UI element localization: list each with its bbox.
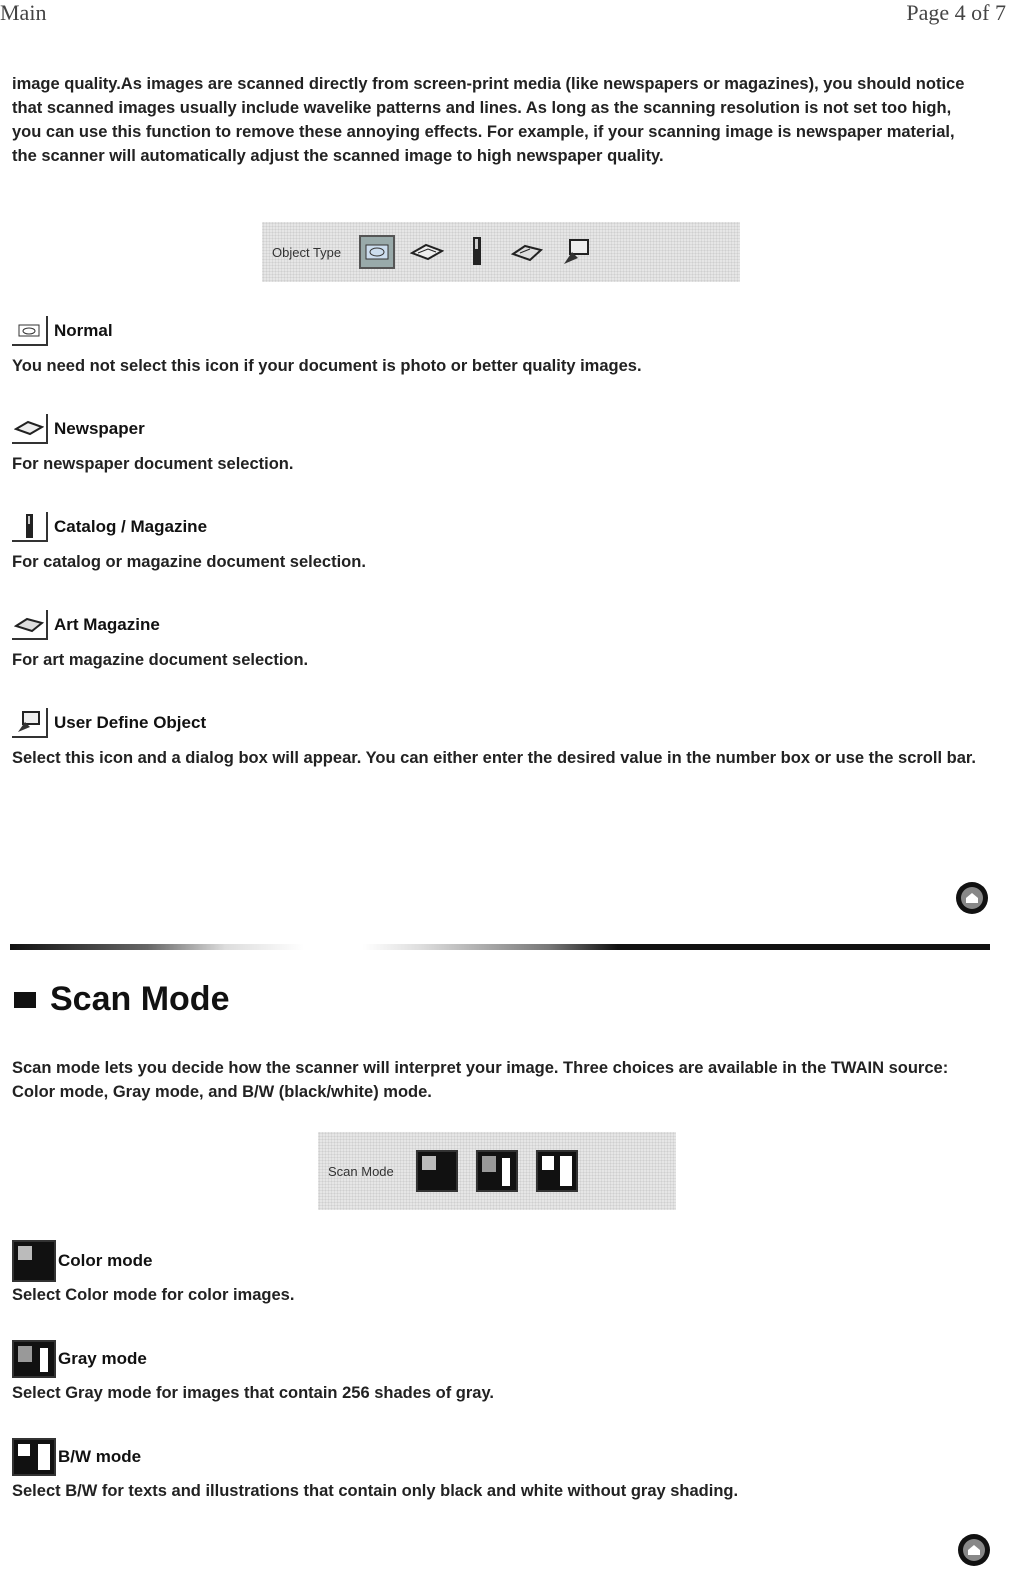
catalog-icon[interactable] — [459, 235, 495, 269]
intro-paragraph: image quality.As images are scanned directly from screen-print media (like newspapers or magazines), you should notice that scanned images usually include wavelike patterns and lines. As long as the scanning resolution is not set too high, you can use this function to remove these annoying effects. For example, if your scanning image is newspaper material, the scanner will automatically adjust the scanned image to high newspaper quality. — [12, 75, 965, 165]
bw-mode-icon — [12, 1438, 56, 1476]
home-icon[interactable] — [958, 1534, 990, 1566]
bw-mode-icon[interactable] — [536, 1150, 578, 1192]
item-color-mode-title: Color mode — [12, 1240, 152, 1282]
color-mode-icon — [12, 1240, 56, 1282]
normal-icon[interactable] — [359, 235, 395, 269]
item-catalog-desc: For catalog or magazine document selection. — [12, 553, 366, 571]
scan-mode-label: Scan Mode — [328, 1163, 394, 1179]
scan-mode-intro: Scan mode lets you decide how the scanner will interpret your image. Three choices are available in the TWAIN source: Color mode, Gray mode, and B/W (black/white) mode. — [12, 1059, 949, 1101]
item-catalog-title: Catalog / Magazine — [12, 512, 207, 542]
item-bw-mode-desc: Select B/W for texts and illustrations that contain only black and white without gray shading. — [12, 1482, 739, 1500]
item-gray-mode-title: Gray mode — [12, 1340, 147, 1378]
user-define-icon — [12, 708, 48, 738]
newspaper-icon[interactable] — [409, 235, 445, 269]
item-art-magazine-title: Art Magazine — [12, 610, 160, 640]
item-gray-mode-desc: Select Gray mode for images that contain 256 shades of gray. — [12, 1384, 495, 1402]
bullet-icon — [14, 992, 36, 1008]
scan-mode-toolbar — [318, 1132, 676, 1210]
color-mode-icon[interactable] — [416, 1150, 458, 1192]
item-art-magazine-desc: For art magazine document selection. — [12, 651, 309, 669]
art-magazine-icon — [12, 610, 48, 640]
section-divider — [10, 944, 990, 950]
header-left: Main — [0, 0, 47, 25]
home-icon[interactable] — [956, 882, 988, 914]
newspaper-icon — [12, 414, 48, 444]
object-type-label: Object Type — [272, 244, 342, 260]
item-color-mode-desc: Select Color mode for color images. — [12, 1286, 295, 1304]
item-normal-desc: You need not select this icon if your document is photo or better quality images. — [12, 357, 642, 375]
gray-mode-icon[interactable] — [476, 1150, 518, 1192]
normal-icon — [12, 316, 48, 346]
object-type-toolbar — [262, 222, 740, 282]
item-normal-title: Normal — [12, 316, 113, 346]
item-newspaper-desc: For newspaper document selection. — [12, 455, 294, 473]
user-define-icon[interactable] — [559, 235, 595, 269]
catalog-icon — [12, 512, 48, 542]
art-magazine-icon[interactable] — [509, 235, 545, 269]
gray-mode-icon — [12, 1340, 56, 1378]
item-bw-mode-title: B/W mode — [12, 1438, 141, 1476]
scan-mode-heading: Scan Mode — [14, 980, 229, 1019]
item-newspaper-title: Newspaper — [12, 414, 145, 444]
page-number: Page 4 of 7 — [906, 0, 1006, 25]
item-user-define-title: User Define Object — [12, 708, 206, 738]
item-user-define-desc: Select this icon and a dialog box will appear. You can either enter the desired value in the number box or use the scroll bar. — [12, 749, 976, 767]
